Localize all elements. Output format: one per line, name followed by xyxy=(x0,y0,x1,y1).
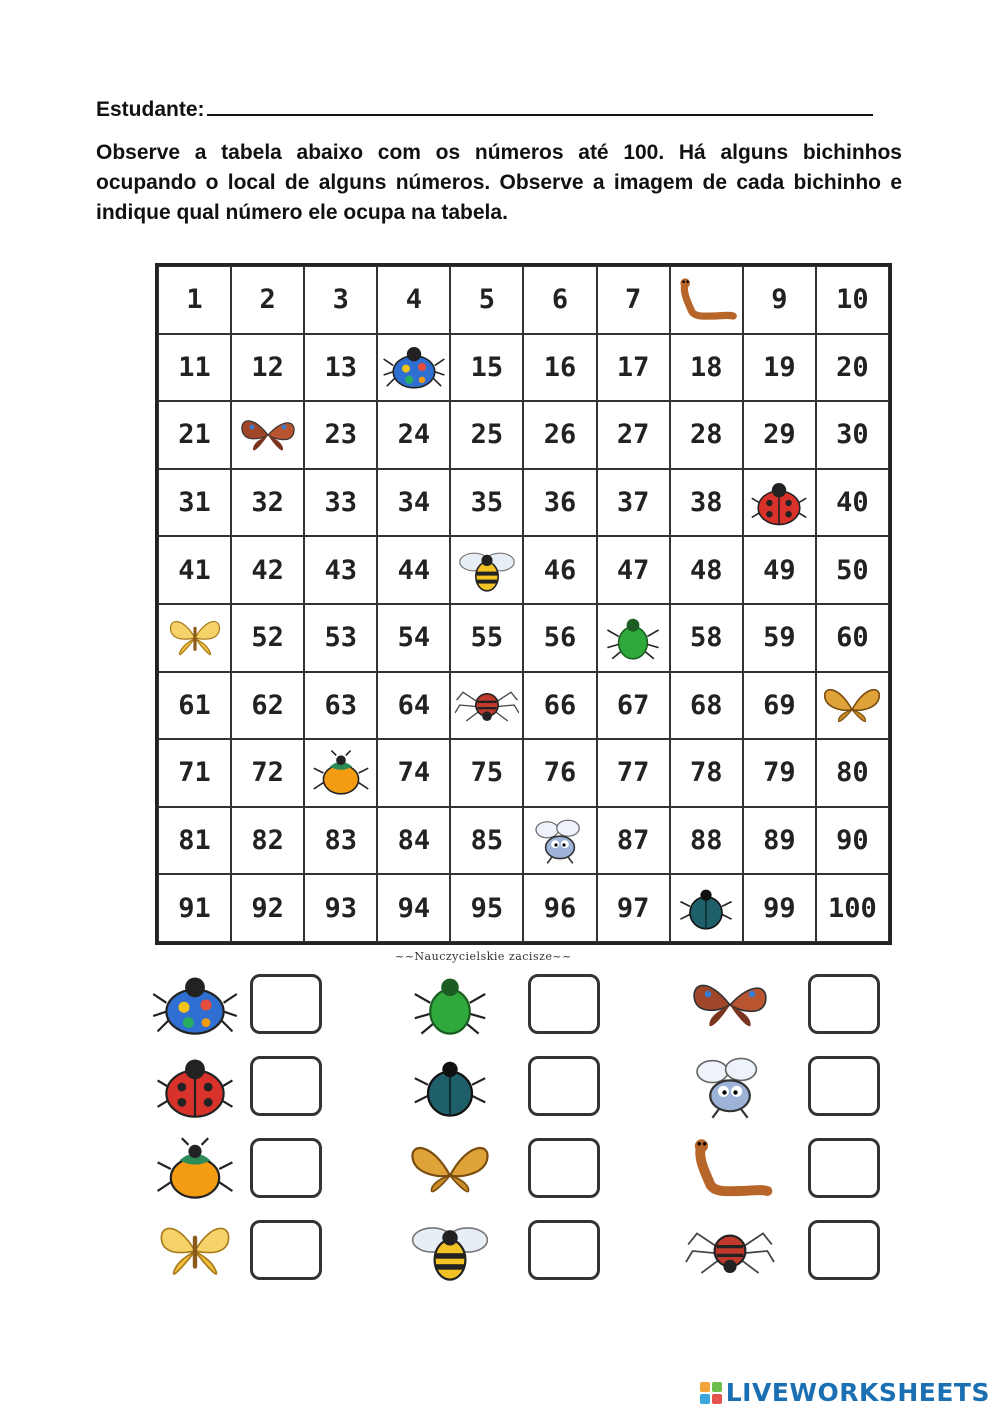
dark-beetle-icon xyxy=(674,878,738,938)
fly-icon xyxy=(685,1054,775,1120)
table-cell: 58 xyxy=(670,604,743,672)
table-cell: 67 xyxy=(597,672,670,740)
table-cell: 52 xyxy=(231,604,304,672)
table-cell: 32 xyxy=(231,469,304,537)
matching-item xyxy=(685,1132,925,1206)
matching-item xyxy=(405,1132,645,1206)
table-cell: 24 xyxy=(377,401,450,469)
table-cell: 61 xyxy=(158,672,231,740)
table-cell: 13 xyxy=(304,334,377,402)
table-cell: 10 xyxy=(816,266,889,334)
bee-icon xyxy=(405,1218,495,1284)
answer-box[interactable] xyxy=(808,974,880,1034)
table-cell: 90 xyxy=(816,807,889,875)
table-cell: 41 xyxy=(158,536,231,604)
table-cell: 54 xyxy=(377,604,450,672)
matching-item xyxy=(685,968,925,1042)
table-cell: 44 xyxy=(377,536,450,604)
table-cell: 12 xyxy=(231,334,304,402)
brown-butterfly-icon xyxy=(685,972,775,1038)
table-cell: 37 xyxy=(597,469,670,537)
table-cell: 84 xyxy=(377,807,450,875)
table-cell: 46 xyxy=(523,536,596,604)
table-cell: 100 xyxy=(816,874,889,942)
table-cell: 93 xyxy=(304,874,377,942)
matching-item xyxy=(150,1050,390,1124)
brown-butterfly-icon xyxy=(236,405,300,465)
answer-box[interactable] xyxy=(528,974,600,1034)
answer-box[interactable] xyxy=(250,1138,322,1198)
table-cell: 62 xyxy=(231,672,304,740)
answer-box[interactable] xyxy=(528,1220,600,1280)
ladybug-icon xyxy=(150,1054,240,1120)
student-label: Estudante: xyxy=(96,98,205,121)
table-cell-bug xyxy=(450,536,523,604)
table-cell: 35 xyxy=(450,469,523,537)
table-cell: 80 xyxy=(816,739,889,807)
table-cell: 97 xyxy=(597,874,670,942)
table-cell: 5 xyxy=(450,266,523,334)
table-cell: 88 xyxy=(670,807,743,875)
matching-item xyxy=(685,1050,925,1124)
table-cell: 31 xyxy=(158,469,231,537)
table-cell: 3 xyxy=(304,266,377,334)
table-cell: 28 xyxy=(670,401,743,469)
matching-item xyxy=(150,1132,390,1206)
table-cell: 25 xyxy=(450,401,523,469)
table-cell-bug xyxy=(670,266,743,334)
matching-item xyxy=(405,968,645,1042)
table-cell: 1 xyxy=(158,266,231,334)
table-cell: 95 xyxy=(450,874,523,942)
table-cell: 30 xyxy=(816,401,889,469)
table-cell: 38 xyxy=(670,469,743,537)
ladybug-icon xyxy=(747,473,811,533)
table-cell: 77 xyxy=(597,739,670,807)
table-cell: 69 xyxy=(743,672,816,740)
table-cell: 47 xyxy=(597,536,670,604)
table-cell-bug xyxy=(231,401,304,469)
table-cell: 18 xyxy=(670,334,743,402)
table-cell-bug xyxy=(304,739,377,807)
yellow-butterfly-icon xyxy=(163,608,227,668)
spider-icon xyxy=(455,675,519,735)
table-cell: 27 xyxy=(597,401,670,469)
bee-icon xyxy=(455,540,519,600)
answer-box[interactable] xyxy=(528,1138,600,1198)
table-cell: 59 xyxy=(743,604,816,672)
matching-section xyxy=(150,968,895,1298)
table-cell: 55 xyxy=(450,604,523,672)
logo-text: LIVEWORKSHEETS xyxy=(725,1378,990,1407)
table-cell: 56 xyxy=(523,604,596,672)
table-cell: 76 xyxy=(523,739,596,807)
matching-row xyxy=(150,1050,895,1124)
answer-box[interactable] xyxy=(808,1220,880,1280)
table-cell: 2 xyxy=(231,266,304,334)
answer-box[interactable] xyxy=(250,1220,322,1280)
table-cell: 89 xyxy=(743,807,816,875)
answer-box[interactable] xyxy=(250,1056,322,1116)
table-cell: 83 xyxy=(304,807,377,875)
matching-row xyxy=(150,1214,895,1288)
table-cell-bug xyxy=(523,807,596,875)
matching-item xyxy=(405,1050,645,1124)
table-cell: 92 xyxy=(231,874,304,942)
table-cell: 64 xyxy=(377,672,450,740)
spotted-beetle-icon xyxy=(150,972,240,1038)
table-cell: 63 xyxy=(304,672,377,740)
table-cell: 50 xyxy=(816,536,889,604)
table-cell: 23 xyxy=(304,401,377,469)
fly-icon xyxy=(528,811,592,871)
table-cell-bug xyxy=(158,604,231,672)
table-cell: 82 xyxy=(231,807,304,875)
table-cell-bug xyxy=(450,672,523,740)
table-cell: 42 xyxy=(231,536,304,604)
table-cell: 26 xyxy=(523,401,596,469)
table-cell: 16 xyxy=(523,334,596,402)
table-cell: 15 xyxy=(450,334,523,402)
table-cell: 91 xyxy=(158,874,231,942)
orange-beetle-icon xyxy=(150,1136,240,1202)
table-cell: 6 xyxy=(523,266,596,334)
table-cell: 66 xyxy=(523,672,596,740)
liveworksheets-logo xyxy=(700,1378,990,1407)
table-cell: 4 xyxy=(377,266,450,334)
yellow-butterfly-icon xyxy=(150,1218,240,1284)
orange-butterfly-icon xyxy=(820,675,884,735)
matching-item xyxy=(150,1214,390,1288)
table-cell: 40 xyxy=(816,469,889,537)
green-beetle-icon xyxy=(405,972,495,1038)
table-cell: 79 xyxy=(743,739,816,807)
table-cell: 96 xyxy=(523,874,596,942)
table-cell: 21 xyxy=(158,401,231,469)
table-cell: 60 xyxy=(816,604,889,672)
worm-icon xyxy=(674,270,738,330)
worm-icon xyxy=(685,1136,775,1202)
table-cell-bug xyxy=(743,469,816,537)
table-cell: 7 xyxy=(597,266,670,334)
answer-box[interactable] xyxy=(250,974,322,1034)
table-cell: 99 xyxy=(743,874,816,942)
orange-beetle-icon xyxy=(309,743,373,803)
table-cell: 36 xyxy=(523,469,596,537)
table-cell-bug xyxy=(377,334,450,402)
table-cell: 20 xyxy=(816,334,889,402)
table-cell: 74 xyxy=(377,739,450,807)
student-name-line[interactable] xyxy=(207,96,873,116)
table-cell-bug xyxy=(597,604,670,672)
table-cell: 19 xyxy=(743,334,816,402)
matching-item xyxy=(150,968,390,1042)
table-cell: 17 xyxy=(597,334,670,402)
table-cell: 11 xyxy=(158,334,231,402)
number-table xyxy=(155,263,892,945)
instructions: Observe a tabela abaixo com os números até 100. Há alguns bichinhos ocupando o local de alguns números. Observe a imagem de cada bichinho e indique qual número ele ocupa na tabela. xyxy=(96,141,902,224)
answer-box[interactable] xyxy=(808,1056,880,1116)
credit-text: ~~Nauczycielskie zacisze~~ xyxy=(395,950,572,963)
table-cell: 81 xyxy=(158,807,231,875)
table-cell: 49 xyxy=(743,536,816,604)
answer-box[interactable] xyxy=(808,1138,880,1198)
matching-row xyxy=(150,968,895,1042)
student-field xyxy=(96,96,873,122)
table-cell-bug xyxy=(670,874,743,942)
table-cell: 29 xyxy=(743,401,816,469)
table-cell: 87 xyxy=(597,807,670,875)
answer-box[interactable] xyxy=(528,1056,600,1116)
green-beetle-icon xyxy=(601,608,665,668)
table-cell: 68 xyxy=(670,672,743,740)
matching-row xyxy=(150,1132,895,1206)
table-cell: 9 xyxy=(743,266,816,334)
table-cell: 71 xyxy=(158,739,231,807)
table-cell: 48 xyxy=(670,536,743,604)
spider-icon xyxy=(685,1218,775,1284)
table-cell: 43 xyxy=(304,536,377,604)
table-cell: 72 xyxy=(231,739,304,807)
table-cell: 78 xyxy=(670,739,743,807)
table-cell: 85 xyxy=(450,807,523,875)
matching-item xyxy=(685,1214,925,1288)
spotted-beetle-icon xyxy=(382,337,446,397)
matching-item xyxy=(405,1214,645,1288)
table-cell: 34 xyxy=(377,469,450,537)
table-cell-bug xyxy=(816,672,889,740)
table-cell: 33 xyxy=(304,469,377,537)
logo-icon xyxy=(700,1382,722,1404)
table-cell: 75 xyxy=(450,739,523,807)
dark-beetle-icon xyxy=(405,1054,495,1120)
table-cell: 94 xyxy=(377,874,450,942)
table-cell: 53 xyxy=(304,604,377,672)
orange-butterfly-icon xyxy=(405,1136,495,1202)
